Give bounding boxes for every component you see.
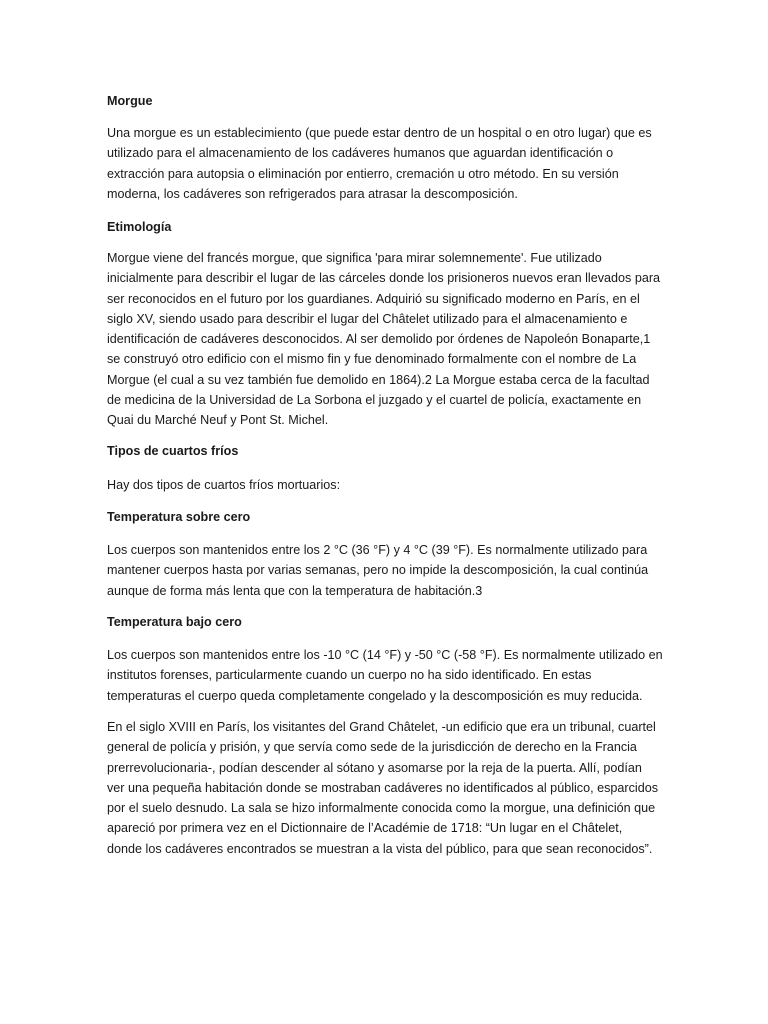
text-line: Los cuerpos son mantenidos entre los -10 °C (14 °F) y -50 °C (-58 °F). Es normalmente utilizado en xyxy=(107,648,663,662)
text-line: prerrevolucionaria-, podían descender al sótano y asomarse por la reja de la puerta. Allí, podían xyxy=(107,760,642,775)
text-line: ser reconocidos en el futuro por los guardianes. Adquirió su significado moderno en París, en el xyxy=(107,291,640,306)
text-line: En el siglo XVIII en París, los visitantes del Grand Châtelet, -un edificio que era un tribunal, cuartel xyxy=(107,720,656,734)
text-line: Quai du Marché Neuf y Pont St. Michel. xyxy=(107,413,329,428)
paragraph-temperatura-sobre-cero xyxy=(107,540,667,601)
text-line: siglo XV, siendo usado para describir el lugar del Châtelet utilizado para el almacenamiento e xyxy=(107,311,628,326)
text-line: Morgue (el cual a su vez también fue demolido en 1864).2 La Morgue estaba cerca de la facultad xyxy=(107,372,650,387)
text-line: donde los cadáveres encontrados se muestran a la vista del público, para que sean reconocidos”. xyxy=(107,841,653,856)
text-line: temperaturas el cuerpo queda completamente congelado y la descomposición es muy reducida. xyxy=(107,688,643,703)
paragraph-etimologia xyxy=(107,248,667,431)
heading-tipos-cuartos-frios: Tipos de cuartos fríos xyxy=(107,444,239,458)
text-line: mantener cuerpos hasta por varias semanas, pero no impide la descomposición, la cual continúa xyxy=(107,563,649,578)
text-line: inicialmente para describir el lugar de las cárceles donde los prisioneros nuevos eran llevados para xyxy=(107,271,661,286)
text-line: de medicina de la Universidad de La Sorbona el juzgado y el cuartel de policía, exactamente en xyxy=(107,393,642,408)
text-line: Morgue viene del francés morgue, que significa 'para mirar solemnemente'. Fue utilizado xyxy=(107,251,602,265)
text-line: institutos forenses, particularmente cuando un cuerpo no ha sido identificado. En estas xyxy=(107,668,592,683)
heading-temperatura-sobre-cero: Temperatura sobre cero xyxy=(107,510,251,524)
text-line: se construyó otro edificio con el mismo fin y fue denominado formalmente con el nombre de La xyxy=(107,352,637,367)
text-line: identificación de cadáveres desconocidos. Al ser demolido por órdenes de Napoleón Bonaparte,1 xyxy=(107,332,651,347)
text-line: Hay dos tipos de cuartos fríos mortuarios: xyxy=(107,478,341,492)
text-line: ver una pequeña habitación donde se mostraban cadáveres no identificados al público, esparcidos xyxy=(107,780,658,795)
paragraph-definition xyxy=(107,123,667,204)
text-line: aunque de forma más lenta que con la temperatura de habitación.3 xyxy=(107,583,483,598)
paragraph-temperatura-bajo-cero xyxy=(107,645,667,706)
paragraph-tipos-intro xyxy=(107,475,667,495)
heading-etimologia: Etimología xyxy=(107,220,172,234)
text-line: por el suelo desnudo. La sala se hizo informalmente conocida como la morgue, una definición que xyxy=(107,801,656,816)
title-morgue: Morgue xyxy=(107,94,153,108)
text-line: apareció por primera vez en el Dictionnaire de l’Académie de 1718: “Un lugar en el Châtelet, xyxy=(107,821,623,836)
text-line: Una morgue es un establecimiento (que puede estar dentro de un hospital o en otro lugar) que es xyxy=(107,126,652,140)
heading-temperatura-bajo-cero: Temperatura bajo cero xyxy=(107,615,242,629)
text-line: utilizado para el almacenamiento de los cadáveres humanos que aguardan identificación o xyxy=(107,146,614,161)
text-line: general de policía y prisión, y que servía como sede de la jurisdicción de derecho en la Francia xyxy=(107,740,637,755)
text-line: Los cuerpos son mantenidos entre los 2 °C (36 °F) y 4 °C (39 °F). Es normalmente utilizado para xyxy=(107,543,648,557)
text-line: extracción para autopsia o eliminación por entierro, cremación u otro método. En su versión xyxy=(107,166,619,181)
text-line: moderna, los cadáveres son refrigerados para atrasar la descomposición. xyxy=(107,186,518,201)
paragraph-historia-chatelet xyxy=(107,717,667,859)
